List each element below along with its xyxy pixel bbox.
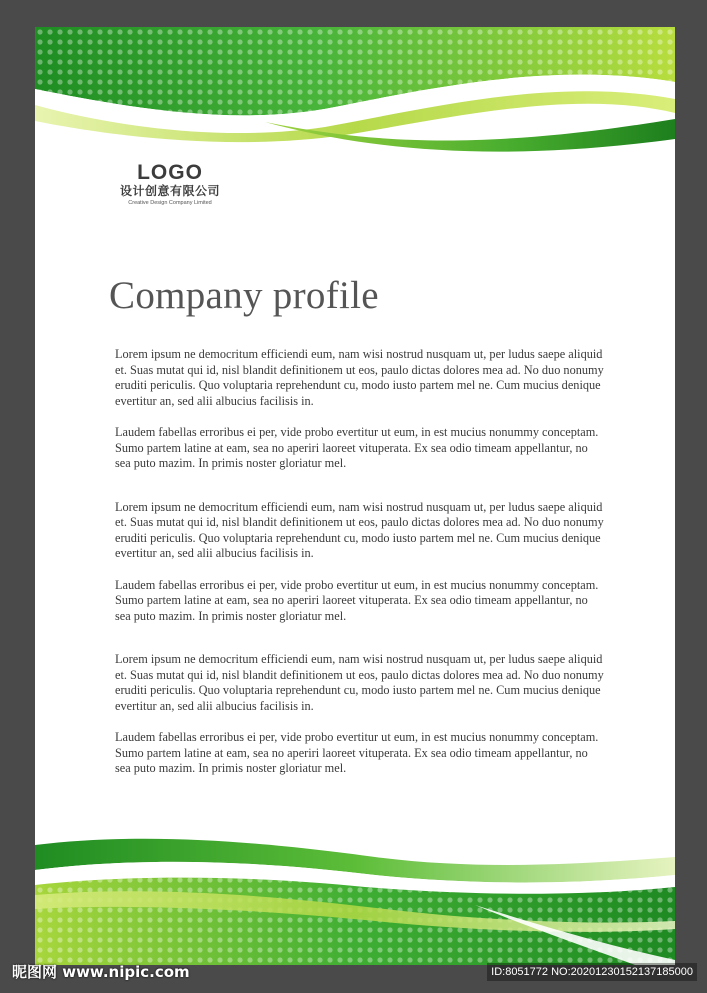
top-wave-decoration (35, 27, 675, 162)
company-logo (105, 162, 235, 207)
body-text (115, 347, 605, 777)
paragraph: Laudem fabellas erroribus ei per, vide probo evertitur ut eum, in est mucius nonummy conceptam. Sumo partem latine at eam, sea no aperiri laoreet vituperata. Ex sea odio timeam appellantur, no sea puto mazim. In primis noster gloriatur mel. (115, 730, 599, 775)
watermark-id: ID:8051772 NO:20201230152137185000 (487, 963, 697, 981)
letterhead-page (35, 27, 675, 965)
paragraph: Lorem ipsum ne democritum efficiendi eum, nam wisi nostrud nusquam ut, per ludus saepe aliquid et. Suas mutat qui id, nisl blandit definitionem ut eos, paulo dictas dolores mea ad. No duo nonumy eruditi periculis. Quo voluptaria reprehendunt cu, modo iusto partem mel ne. Cum mucius denique evertitur an, sed alii albucius facilisis in. (115, 499, 604, 560)
paragraph: Lorem ipsum ne democritum efficiendi eum, nam wisi nostrud nusquam ut, per ludus saepe aliquid et. Suas mutat qui id, nisl blandit definitionem ut eos, paulo dictas dolores mea ad. No duo nonumy eruditi periculis. Quo voluptaria reprehendunt cu, modo iusto partem mel ne. Cum mucius denique evertitur an, sed alii albucius facilisis in. (115, 652, 604, 713)
logo-chinese-name: 设计创意有限公司 (119, 184, 220, 198)
page-title: Company profile (109, 274, 379, 317)
logo-english-name: Creative Design Company Limited (128, 200, 212, 206)
logo-text: LOGO (137, 161, 203, 184)
paragraph: Lorem ipsum ne democritum efficiendi eum, nam wisi nostrud nusquam ut, per ludus saepe aliquid et. Suas mutat qui id, nisl blandit definitionem ut eos, paulo dictas dolores mea ad. No duo nonumy eruditi periculis. Quo voluptaria reprehendunt cu, modo iusto partem mel ne. Cum mucius denique evertitur an, sed alii albucius facilisis in. (115, 347, 604, 408)
watermark-site: 昵图网 www.nipic.com (12, 963, 190, 981)
bottom-wave-decoration (35, 835, 675, 965)
paragraph: Laudem fabellas erroribus ei per, vide probo evertitur ut eum, in est mucius nonummy conceptam. Sumo partem latine at eam, sea no aperiri laoreet vituperata. Ex sea odio timeam appellantur, no sea puto mazim. In primis noster gloriatur mel. (115, 425, 599, 470)
paragraph: Laudem fabellas erroribus ei per, vide probo evertitur ut eum, in est mucius nonummy conceptam. Sumo partem latine at eam, sea no aperiri laoreet vituperata. Ex sea odio timeam appellantur, no sea puto mazim. In primis noster gloriatur mel. (115, 577, 599, 623)
